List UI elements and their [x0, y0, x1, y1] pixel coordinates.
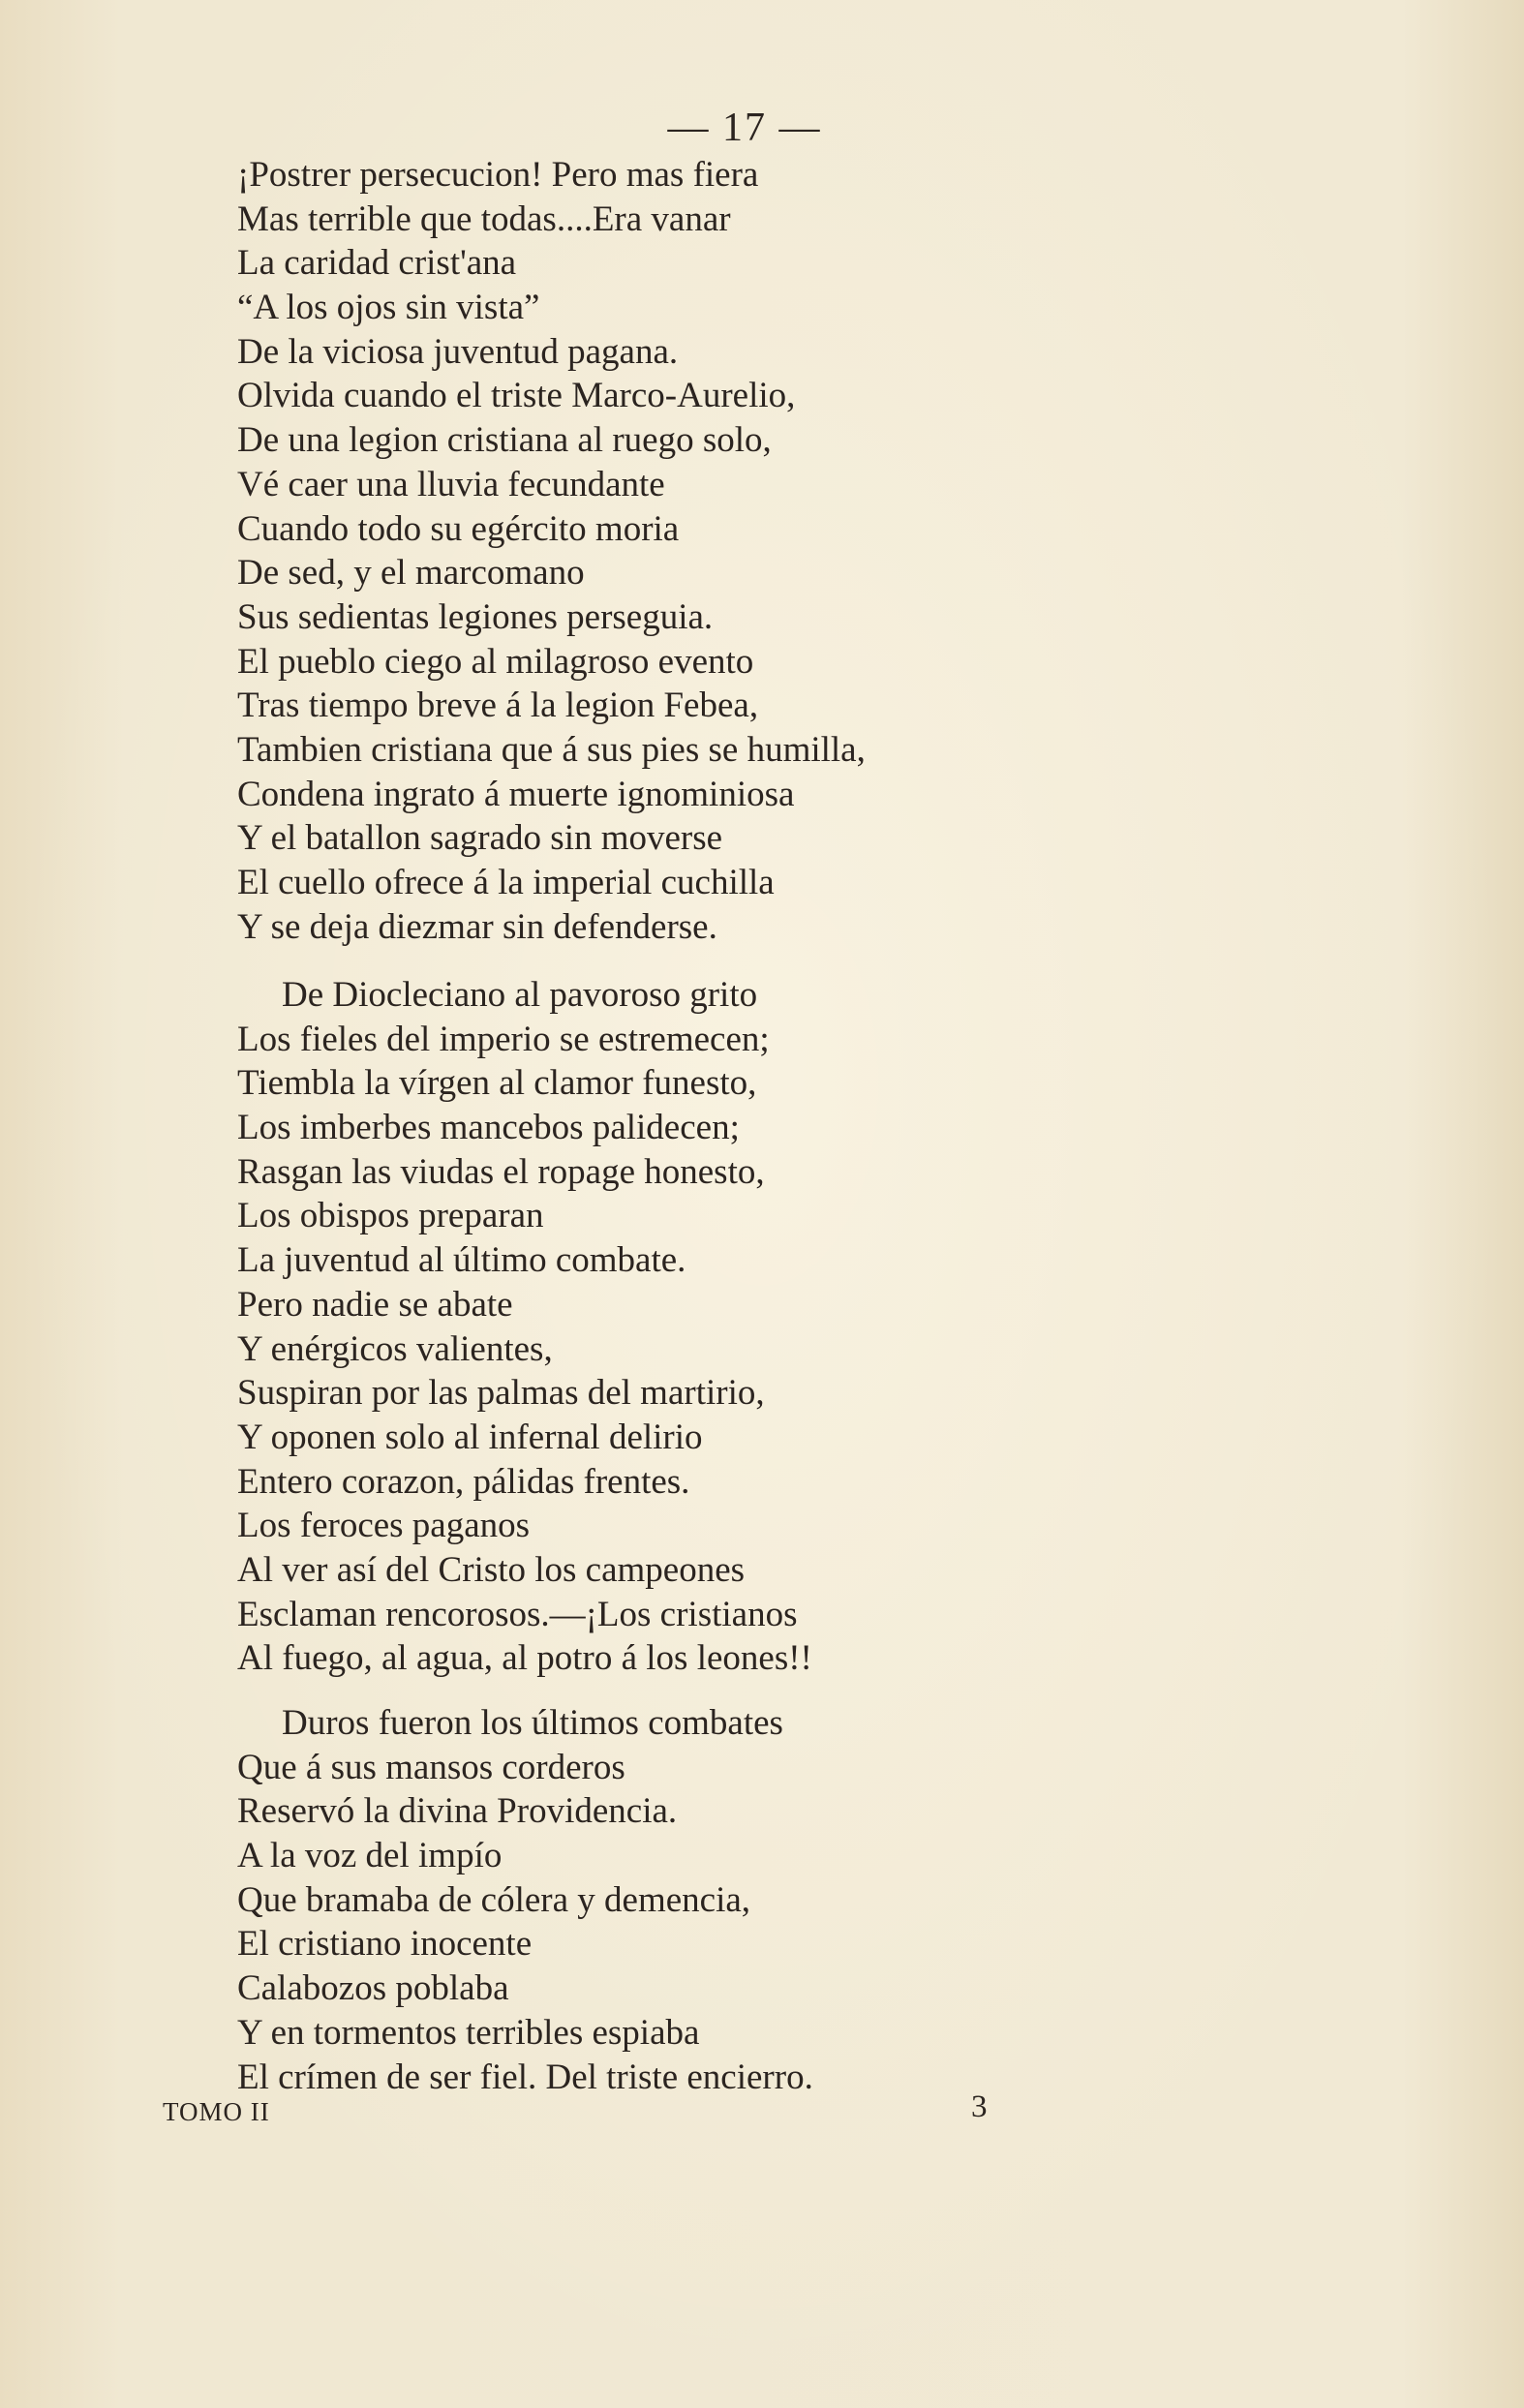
- verse-line: Duros fueron los últimos combates: [282, 1703, 783, 1743]
- stanza-2: [237, 973, 1351, 1681]
- verse-line: Y en tormentos terribles espiaba: [237, 2012, 700, 2053]
- verse-line: Y se deja diezmar sin defenderse.: [237, 906, 717, 947]
- verse-line: Los imberbes mancebos palidecen;: [237, 1108, 740, 1148]
- verse-line: La caridad crist'ana: [237, 243, 517, 284]
- verse-line: El crímen de ser fiel. Del triste encierro.: [237, 2057, 813, 2097]
- verse-line: Tiembla la vírgen al clamor funesto,: [237, 1063, 757, 1104]
- verse-line: Mas terrible que todas....Era vanar: [237, 198, 731, 239]
- verse-line: De Diocleciano al pavoroso grito: [282, 975, 758, 1015]
- verse-line: El cristiano inocente: [237, 1924, 533, 1965]
- verse-line: Pero nadie se abate: [237, 1284, 513, 1325]
- verse-line: Entero corazon, pálidas frentes.: [237, 1461, 690, 1502]
- verse-line: Y enérgicos valientes,: [237, 1328, 553, 1369]
- verse-line: Vé caer una lluvia fecundante: [237, 464, 665, 504]
- verse-line: Olvida cuando el triste Marco-Aurelio,: [237, 376, 796, 416]
- verse-line: Sus sedientas legiones perseguia.: [237, 596, 714, 637]
- verse-line: Y el batallon sagrado sin moverse: [237, 818, 723, 859]
- verse-line: Y oponen solo al infernal delirio: [237, 1417, 703, 1457]
- verse-line: La juventud al último combate.: [237, 1240, 686, 1281]
- verse-line: Rasgan las viudas el ropage honesto,: [237, 1151, 765, 1192]
- verse-line: Que bramaba de cólera y demencia,: [237, 1879, 751, 1920]
- verse-line: Esclaman rencorosos.—¡Los cristianos: [237, 1594, 798, 1634]
- verse-line: Calabozos poblaba: [237, 1968, 509, 2009]
- page-number: — 17 —: [667, 106, 822, 150]
- stanza-3: [237, 1701, 1351, 2099]
- volume-label: TOMO II: [163, 2097, 270, 2126]
- verse-line: Los feroces paganos: [237, 1506, 531, 1546]
- verse-line: A la voz del impío: [237, 1836, 503, 1876]
- verse-line: Reservó la divina Providencia.: [237, 1791, 678, 1832]
- verse-line: Al fuego, al agua, al potro á los leones!!: [237, 1638, 812, 1679]
- verse-line: De la viciosa juventud pagana.: [237, 331, 679, 372]
- verse-line: Los fieles del imperio se estremecen;: [237, 1019, 770, 1059]
- verse-line: De sed, y el marcomano: [237, 553, 585, 594]
- stanza-1: [237, 153, 1351, 949]
- verse-line: Los obispos preparan: [237, 1196, 544, 1236]
- verse-line: Tambien cristiana que á sus pies se humilla,: [237, 729, 866, 770]
- verse-line: Al ver así del Cristo los campeones: [237, 1549, 746, 1590]
- verse-line: Que á sus mansos corderos: [237, 1747, 625, 1787]
- signature-mark: 3: [971, 2089, 988, 2124]
- verse-line: Tras tiempo breve á la legion Febea,: [237, 686, 759, 726]
- verse-line: Cuando todo su egército moria: [237, 508, 680, 549]
- verse-line: El pueblo ciego al milagroso evento: [237, 641, 754, 682]
- verse-line: ¡Postrer persecucion! Pero mas fiera: [237, 155, 759, 195]
- verse-line: De una legion cristiana al ruego solo,: [237, 420, 772, 461]
- verse-line: “A los ojos sin vista”: [237, 288, 540, 328]
- verse-line: Suspiran por las palmas del martirio,: [237, 1373, 765, 1414]
- verse-line: Condena ingrato á muerte ignominiosa: [237, 774, 795, 814]
- verse-line: El cuello ofrece á la imperial cuchilla: [237, 863, 775, 902]
